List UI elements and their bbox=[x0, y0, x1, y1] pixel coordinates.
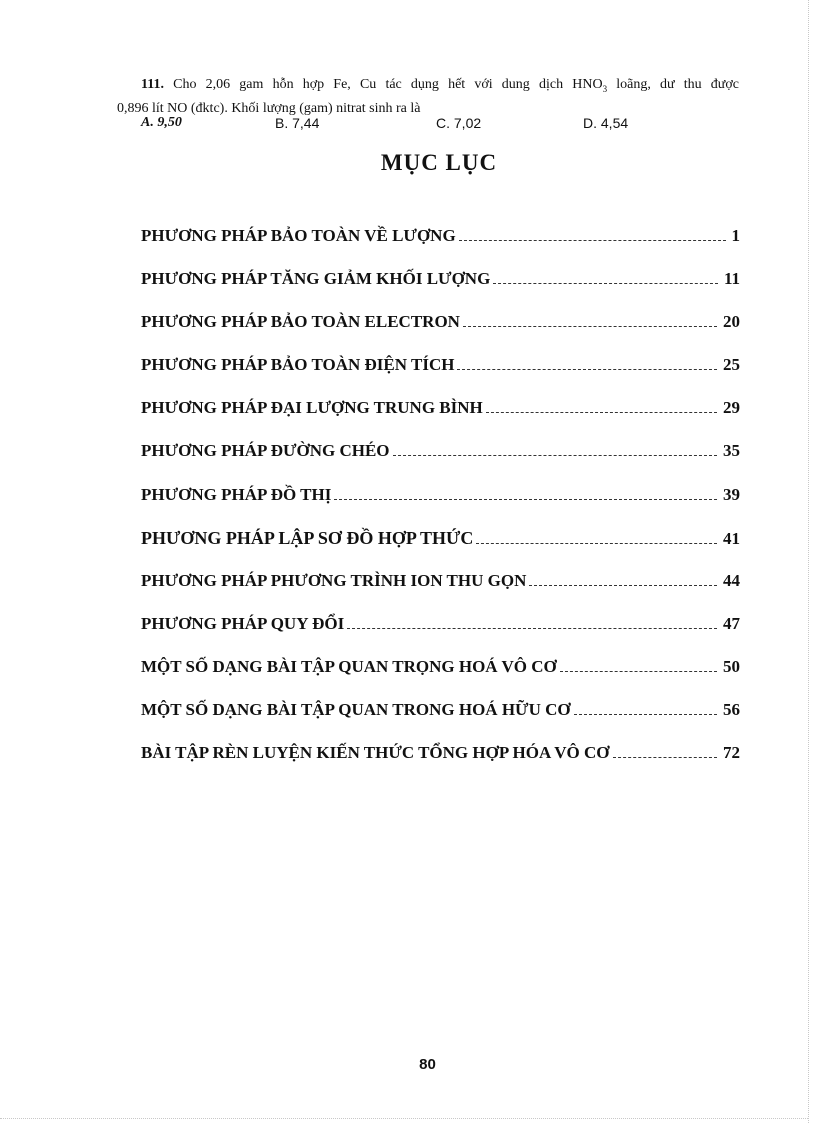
toc-entry[interactable] bbox=[141, 441, 740, 484]
toc-leader bbox=[476, 543, 717, 544]
toc-leader bbox=[457, 369, 717, 370]
toc-entry-label: MỘT SỐ DẠNG BÀI TẬP QUAN TRỌNG HOÁ VÔ CƠ bbox=[141, 656, 557, 676]
toc-entry[interactable] bbox=[141, 571, 740, 614]
toc-entry-page: 39 bbox=[723, 484, 740, 504]
answer-options bbox=[141, 115, 741, 134]
toc-entry[interactable] bbox=[141, 312, 740, 355]
option-d: D. 4,54 bbox=[583, 115, 629, 131]
question-line-2: 0,896 lít NO (đktc). Khối lượng (gam) nitrat sinh ra là bbox=[117, 100, 421, 116]
toc-entry-label: PHƯƠNG PHÁP LẬP SƠ ĐỒ HỢP THỨC bbox=[141, 527, 474, 548]
toc-entry[interactable] bbox=[141, 398, 740, 441]
toc-entry[interactable] bbox=[141, 657, 740, 700]
toc-entry-page: 47 bbox=[723, 613, 740, 633]
toc-entry-label: PHƯƠNG PHÁP TĂNG GIẢM KHỐI LƯỢNG bbox=[141, 269, 491, 289]
toc-entry-page: 56 bbox=[723, 700, 740, 720]
toc-entry-label: PHƯƠNG PHÁP BẢO TOÀN ĐIỆN TÍCH bbox=[141, 355, 455, 375]
question-text-cont: loãng, dư thu được bbox=[607, 77, 739, 92]
toc-entry-page: 44 bbox=[723, 570, 740, 590]
toc-leader bbox=[393, 455, 717, 456]
toc-leader bbox=[613, 757, 717, 758]
toc-entry-label: PHƯƠNG PHÁP QUY ĐỔI bbox=[141, 613, 345, 633]
toc-entry-label: PHƯƠNG PHÁP ĐỒ THỊ bbox=[141, 484, 332, 504]
option-a: A. 9,50 bbox=[141, 115, 182, 130]
toc-entry-page: 50 bbox=[723, 656, 740, 676]
question-line-1 bbox=[117, 75, 739, 99]
toc-entry-page: 20 bbox=[723, 312, 740, 332]
toc-entry-page: 41 bbox=[723, 528, 740, 548]
toc-title: MỤC LỤC bbox=[380, 150, 498, 175]
table-of-contents bbox=[141, 226, 740, 786]
page-edge-bottom bbox=[0, 1118, 808, 1119]
toc-entry[interactable] bbox=[141, 485, 740, 528]
toc-entry-label: PHƯƠNG PHÁP ĐẠI LƯỢNG TRUNG BÌNH bbox=[141, 398, 483, 418]
toc-entry[interactable] bbox=[141, 700, 740, 743]
toc-entry[interactable] bbox=[141, 226, 740, 269]
toc-leader bbox=[529, 585, 717, 586]
toc-entry[interactable] bbox=[141, 269, 740, 312]
question-number: 111. bbox=[141, 77, 164, 92]
toc-entry-page: 11 bbox=[723, 269, 740, 289]
toc-leader bbox=[459, 240, 726, 241]
toc-entry-label: PHƯƠNG PHÁP PHƯƠNG TRÌNH ION THU GỌN bbox=[141, 570, 527, 590]
toc-leader bbox=[493, 283, 718, 284]
toc-leader bbox=[334, 499, 717, 500]
toc-entry-label: BÀI TẬP RÈN LUYỆN KIẾN THỨC TỔNG HỢP HÓA VÔ CƠ bbox=[141, 743, 610, 763]
toc-entry-label: PHƯƠNG PHÁP ĐƯỜNG CHÉO bbox=[141, 441, 390, 461]
toc-entry[interactable] bbox=[141, 355, 740, 398]
toc-entry-page: 25 bbox=[723, 355, 740, 375]
option-b: B. 7,44 bbox=[275, 115, 320, 131]
toc-leader bbox=[486, 412, 717, 413]
toc-entry[interactable] bbox=[141, 743, 740, 786]
toc-leader bbox=[347, 628, 717, 629]
toc-entry[interactable] bbox=[141, 528, 740, 571]
toc-leader bbox=[463, 326, 717, 327]
toc-entry-page: 1 bbox=[731, 226, 740, 245]
formula-subscript: 3 bbox=[602, 83, 608, 94]
option-c: C. 7,02 bbox=[436, 115, 482, 131]
toc-leader bbox=[560, 671, 717, 672]
toc-leader bbox=[574, 714, 717, 715]
question-text: Cho 2,06 gam hỗn hợp Fe, Cu tác dụng hết với dung dịch HNO bbox=[173, 77, 603, 92]
toc-entry[interactable] bbox=[141, 614, 740, 657]
toc-entry-page: 72 bbox=[723, 743, 740, 763]
toc-entry-page: 29 bbox=[723, 398, 740, 418]
toc-entry-label: PHƯƠNG PHÁP BẢO TOÀN ELECTRON bbox=[141, 312, 460, 332]
toc-entry-label: PHƯƠNG PHÁP BẢO TOÀN VỀ LƯỢNG bbox=[141, 226, 456, 245]
page-number: 80 bbox=[419, 1056, 436, 1073]
toc-entry-page: 35 bbox=[723, 441, 740, 461]
question-111 bbox=[117, 75, 739, 118]
toc-entry-label: MỘT SỐ DẠNG BÀI TẬP QUAN TRONG HOÁ HỮU CƠ bbox=[141, 700, 571, 720]
